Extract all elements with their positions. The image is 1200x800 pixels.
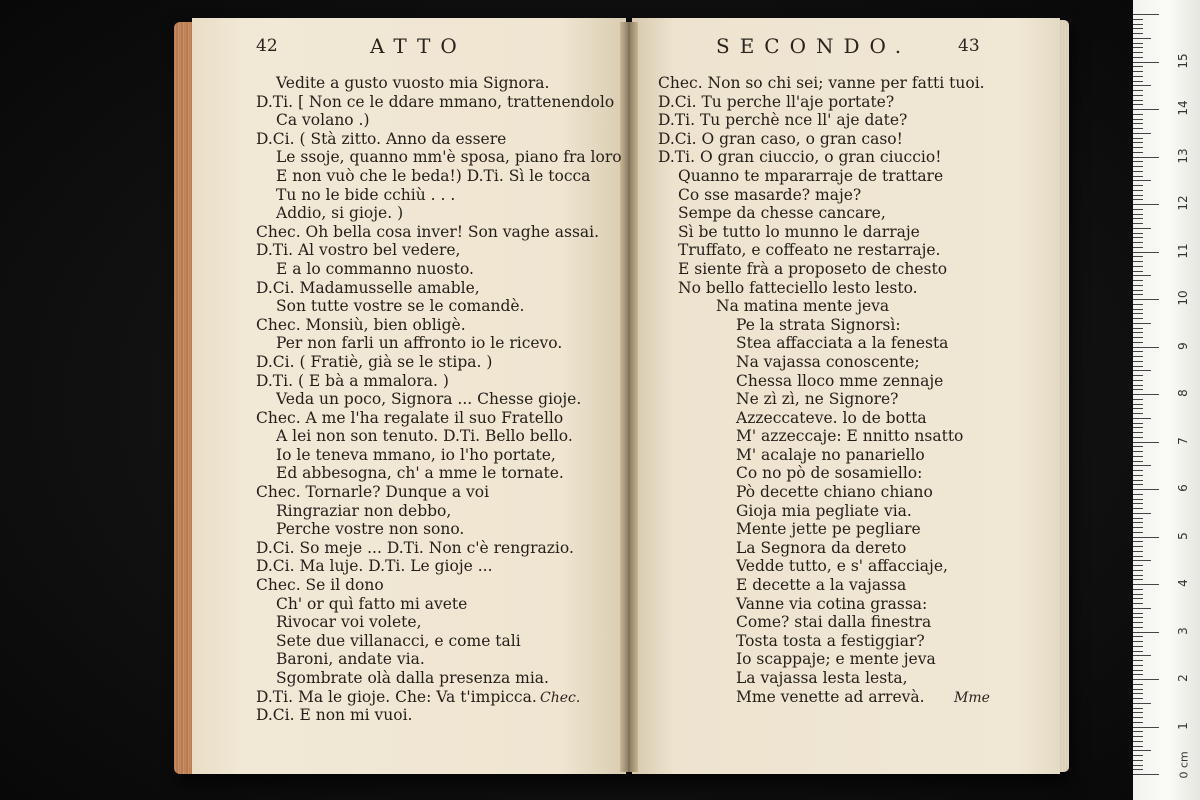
ruler-tick — [1133, 57, 1143, 58]
left-page-number: 42 — [256, 36, 278, 56]
text-line: Gioja mia pegliate via. — [736, 501, 912, 520]
ruler-tick — [1133, 370, 1151, 371]
ruler-tick — [1133, 655, 1151, 656]
ruler-tick — [1133, 494, 1143, 495]
ruler-tick — [1133, 242, 1143, 243]
text-line: Chessa lloco mme zennaje — [736, 371, 944, 390]
text-line: Ne zì zì, ne Signore? — [736, 390, 899, 409]
text-line: No bello fatteciello lesto lesto. — [678, 278, 918, 297]
ruler-tick — [1133, 603, 1143, 604]
text-line: Ed abbesogna, ch' a mme le tornate. — [276, 464, 564, 483]
text-line: M' acalaje no panariello — [736, 445, 925, 464]
ruler-tick — [1133, 746, 1143, 747]
text-line: Azzeccateve. lo de botta — [736, 408, 927, 427]
ruler-tick — [1133, 712, 1143, 713]
ruler-tick — [1133, 43, 1143, 44]
text-line: D.Ti. Al vostro bel vedere, — [256, 241, 461, 260]
ruler-tick — [1133, 204, 1159, 205]
ruler-tick — [1133, 461, 1143, 462]
ruler-number: 4 — [1176, 579, 1190, 587]
ruler-tick — [1133, 185, 1143, 186]
ruler-number: 5 — [1176, 531, 1190, 540]
ruler-tick — [1133, 442, 1159, 443]
ruler-number: 13 — [1176, 147, 1190, 164]
ruler-tick — [1133, 71, 1143, 72]
text-line: Chec. Se il dono — [256, 576, 384, 595]
text-line: D.Ci. So meje ... D.Ti. Non c'è rengrazio. — [256, 538, 574, 557]
text-line: D.Ti. O gran ciuccio, o gran ciuccio! — [658, 148, 942, 167]
ruler-tick — [1133, 375, 1143, 376]
ruler-tick — [1133, 138, 1143, 139]
ruler-tick — [1133, 513, 1151, 514]
ruler-number: 11 — [1176, 242, 1190, 259]
ruler-tick — [1133, 556, 1143, 557]
ruler-tick — [1133, 437, 1143, 438]
ruler-tick — [1133, 28, 1143, 29]
ruler-tick — [1133, 266, 1143, 267]
ruler-tick — [1133, 109, 1159, 110]
ruler-tick — [1133, 522, 1143, 523]
ruler-tick — [1133, 560, 1151, 561]
ruler-tick — [1133, 741, 1143, 742]
text-line: Baroni, andate via. — [276, 650, 425, 669]
ruler-tick — [1133, 90, 1143, 91]
ruler-tick — [1133, 152, 1143, 153]
ruler-number: 7 — [1176, 436, 1190, 445]
text-line: Pe la strata Signorsì: — [736, 315, 901, 334]
ruler-tick — [1133, 641, 1143, 642]
ruler-tick — [1133, 237, 1143, 238]
ruler-tick — [1133, 24, 1143, 25]
ruler-tick — [1133, 261, 1143, 262]
text-line: D.Ci. Tu perche ll'aje portate? — [658, 92, 895, 111]
ruler-tick — [1133, 361, 1143, 362]
ruler-tick — [1133, 760, 1143, 761]
text-line: Addio, si gioje. ) — [276, 204, 404, 223]
ruler-number: 10 — [1176, 290, 1190, 306]
ruler-tick — [1133, 532, 1143, 533]
ruler-tick — [1133, 769, 1143, 770]
text-line: Come? stai dalla finestra — [736, 613, 932, 632]
ruler-tick — [1133, 627, 1143, 628]
ruler-tick — [1133, 703, 1151, 704]
ruler-tick — [1133, 247, 1143, 248]
ruler-tick — [1133, 328, 1143, 329]
text-line: Tosta tosta a festiggiar? — [736, 631, 925, 650]
ruler-tick — [1133, 589, 1143, 590]
ruler-tick — [1133, 166, 1143, 167]
ruler-number: 3 — [1176, 626, 1190, 635]
text-line: Pò decette chiano chiano — [736, 483, 933, 502]
ruler-tick — [1133, 294, 1143, 295]
ruler-tick — [1133, 62, 1159, 63]
text-line: Son tutte vostre se le comandè. — [276, 297, 525, 316]
ruler-tick — [1133, 451, 1143, 452]
ruler-tick — [1133, 214, 1143, 215]
left-catchword: Chec. — [540, 690, 581, 706]
ruler-tick — [1133, 275, 1151, 276]
text-line: La Segnora da dereto — [736, 538, 907, 557]
text-line: Chec. Oh bella cosa inver! Son vaghe assai. — [256, 222, 600, 241]
ruler-tick — [1133, 693, 1143, 694]
text-line: D.Ti. Tu perchè nce ll' aje date? — [658, 111, 908, 130]
ruler-tick — [1133, 223, 1143, 224]
text-line: Quanno te mpararraje de trattare — [678, 166, 944, 185]
text-line: Ringraziar non debbo, — [276, 501, 452, 520]
ruler-tick — [1133, 337, 1143, 338]
text-line: Ca volano .) — [276, 111, 370, 130]
ruler-tick — [1133, 190, 1143, 191]
ruler-tick — [1133, 408, 1143, 409]
text-line: Vedde tutto, e s' affacciaje, — [736, 557, 948, 576]
ruler-tick — [1133, 171, 1143, 172]
ruler-tick — [1133, 133, 1151, 134]
ruler-tick — [1133, 128, 1143, 129]
text-line: E decette a la vajassa — [736, 576, 907, 595]
ruler-tick — [1133, 290, 1143, 291]
text-line: Io le teneva mmano, io l'ho portate, — [276, 445, 556, 464]
ruler-tick — [1133, 708, 1143, 709]
ruler-tick — [1133, 413, 1143, 414]
ruler-tick — [1133, 489, 1159, 490]
text-line: E a lo commanno nuosto. — [276, 259, 474, 278]
text-line: Sete due villanacci, e come tali — [276, 631, 521, 650]
ruler-tick — [1133, 665, 1143, 666]
ruler-tick — [1133, 100, 1143, 101]
ruler-tick — [1133, 570, 1143, 571]
ruler-number: 6 — [1176, 484, 1190, 492]
text-line: Le ssoje, quanno mm'è sposa, piano fra loro — [276, 148, 622, 167]
ruler-tick — [1133, 679, 1159, 680]
ruler-tick — [1133, 456, 1143, 457]
text-line: D.Ti. Ma le gioje. Che: Va t'impicca. — [256, 687, 537, 706]
text-line: Chec. A me l'ha regalate il suo Fratello — [256, 408, 564, 427]
ruler-tick — [1133, 670, 1143, 671]
ruler-tick — [1133, 527, 1143, 528]
left-page-text — [256, 74, 622, 725]
ruler-number: 1 — [1176, 721, 1190, 730]
ruler-tick — [1133, 356, 1143, 357]
text-line: D.Ci. ( Fratiè, già se le stipa. ) — [256, 352, 493, 371]
left-running-head: ATTO — [370, 34, 467, 58]
ruler-tick — [1133, 475, 1143, 476]
ruler-tick — [1133, 684, 1143, 685]
ruler-tick — [1133, 313, 1143, 314]
text-line: Mme venette ad arrevà. — [736, 687, 925, 706]
ruler-tick — [1133, 546, 1143, 547]
ruler-number: 2 — [1176, 674, 1190, 682]
text-line: D.Ci. ( Stà zitto. Anno da essere — [256, 129, 507, 148]
ruler-tick — [1133, 399, 1143, 400]
ruler-tick — [1133, 418, 1151, 419]
text-line: Co no pò de sosamiello: — [736, 464, 923, 483]
text-line: Chec. Tornarle? Dunque a voi — [256, 483, 490, 502]
text-line: Vanne via cotina grassa: — [736, 594, 928, 613]
ruler-tick — [1133, 389, 1143, 390]
ruler-tick — [1133, 256, 1143, 257]
text-line: Io scappaje; e mente jeva — [736, 650, 936, 669]
ruler-tick — [1133, 765, 1143, 766]
text-line: Tu no le bide cchiù . . . — [276, 185, 456, 204]
ruler-tick — [1133, 565, 1143, 566]
ruler-number: 15 — [1176, 52, 1190, 69]
ruler-tick — [1133, 613, 1143, 614]
ruler-tick — [1133, 537, 1159, 538]
ruler-tick — [1133, 636, 1143, 637]
ruler-tick — [1133, 470, 1143, 471]
text-line: A lei non son tenuto. D.Ti. Bello bello. — [276, 427, 573, 446]
ruler-tick — [1133, 651, 1143, 652]
ruler-tick — [1133, 508, 1143, 509]
ruler-tick — [1133, 446, 1143, 447]
ruler-tick — [1133, 309, 1143, 310]
ruler-tick — [1133, 551, 1143, 552]
ruler-tick — [1133, 351, 1143, 352]
text-line: Truffato, e coffeato ne restarraje. — [678, 241, 941, 260]
ruler-tick — [1133, 304, 1143, 305]
ruler-tick — [1133, 323, 1151, 324]
ruler-tick — [1133, 342, 1143, 343]
ruler-tick — [1133, 347, 1159, 348]
ruler-tick — [1133, 366, 1143, 367]
ruler-tick — [1133, 598, 1143, 599]
ruler-tick — [1133, 575, 1143, 576]
text-line: D.Ci. Ma luje. D.Ti. Le gioje ... — [256, 557, 493, 576]
text-line: E non vuò che le beda!) D.Ti. Sì le tocca — [276, 166, 591, 185]
ruler-unit-label: 0 cm — [1177, 751, 1191, 779]
text-line: Na matina mente jeva — [716, 297, 890, 316]
text-line: M' azzeccaje: E nnitto nsatto — [736, 427, 964, 446]
ruler-tick — [1133, 774, 1159, 775]
ruler-tick — [1133, 717, 1143, 718]
ruler-tick — [1133, 736, 1143, 737]
ruler-tick — [1133, 271, 1143, 272]
text-line: Sì be tutto lo munno le darraje — [678, 222, 920, 241]
ruler-tick — [1133, 81, 1143, 82]
ruler-tick — [1133, 503, 1143, 504]
ruler-tick — [1133, 180, 1151, 181]
text-line: Sgombrate olà dalla presenza mia. — [276, 669, 549, 687]
ruler-tick — [1133, 280, 1143, 281]
ruler-tick — [1133, 484, 1143, 485]
text-line: Vedite a gusto vuosto mia Signora. — [276, 74, 550, 92]
ruler-tick — [1133, 119, 1143, 120]
ruler-tick — [1133, 318, 1143, 319]
ruler-tick — [1133, 427, 1143, 428]
text-line: Mente jette pe pegliare — [736, 520, 921, 539]
ruler-tick — [1133, 142, 1143, 143]
ruler-tick — [1133, 622, 1143, 623]
ruler-tick — [1133, 95, 1143, 96]
text-line: D.Ti. ( E bà a mmalora. ) — [256, 371, 449, 390]
ruler-tick — [1133, 541, 1143, 542]
ruler-tick — [1133, 147, 1143, 148]
text-line: Chec. Monsiù, bien obligè. — [256, 315, 466, 334]
ruler-tick — [1133, 660, 1143, 661]
ruler-tick — [1133, 104, 1143, 105]
text-line: Chec. Non so chi sei; vanne per fatti tuoi. — [658, 74, 985, 92]
right-page-text — [658, 74, 1038, 706]
ruler-tick — [1133, 332, 1143, 333]
ruler-tick — [1133, 161, 1143, 162]
right-page-number: 43 — [958, 36, 980, 56]
ruler-tick — [1133, 66, 1143, 67]
ruler-number: 14 — [1176, 100, 1190, 116]
ruler-tick — [1133, 85, 1151, 86]
ruler-tick — [1133, 285, 1143, 286]
ruler-tick — [1133, 755, 1143, 756]
ruler-tick — [1133, 750, 1151, 751]
ruler-tick — [1133, 157, 1159, 158]
ruler-tick — [1133, 594, 1143, 595]
ruler-tick — [1133, 218, 1143, 219]
ruler-tick — [1133, 228, 1151, 229]
ruler-tick — [1133, 47, 1143, 48]
ruler-tick — [1133, 52, 1143, 53]
ruler-number: 9 — [1176, 341, 1190, 350]
ruler-tick — [1133, 380, 1143, 381]
ruler-tick — [1133, 233, 1143, 234]
ruler-tick — [1133, 252, 1159, 253]
ruler-tick — [1133, 499, 1143, 500]
ruler-tick — [1133, 33, 1143, 34]
text-line: D.Ci. O gran caso, o gran caso! — [658, 129, 903, 148]
text-line: D.Ti. [ Non ce le ddare mmano, trattenendolo — [256, 92, 615, 111]
ruler-tick — [1133, 579, 1143, 580]
ruler-number: 8 — [1176, 389, 1190, 397]
ruler-tick — [1133, 689, 1143, 690]
text-line: Veda un poco, Signora ... Chesse gioje. — [276, 390, 582, 409]
text-line: D.Ci. Madamusselle amable, — [256, 278, 480, 297]
right-catchword: Mme — [954, 690, 990, 706]
ruler-tick — [1133, 632, 1159, 633]
ruler-tick — [1133, 299, 1159, 300]
text-line: La vajassa lesta lesta, — [736, 669, 908, 687]
text-line: Per non farli un affronto io le ricevo. — [276, 334, 563, 353]
ruler-tick — [1133, 727, 1159, 728]
ruler-tick — [1133, 176, 1143, 177]
ruler-tick — [1133, 617, 1143, 618]
ruler-tick — [1133, 404, 1143, 405]
ruler-tick — [1133, 731, 1143, 732]
book-gutter — [620, 22, 638, 772]
ruler-tick — [1133, 608, 1151, 609]
ruler-tick — [1133, 698, 1143, 699]
ruler-tick — [1133, 19, 1143, 20]
ruler-number: 12 — [1176, 195, 1190, 211]
ruler-tick — [1133, 14, 1159, 15]
text-line: Na vajassa conoscente; — [736, 352, 920, 371]
ruler-tick — [1133, 465, 1151, 466]
ruler-tick — [1133, 646, 1143, 647]
ruler-tick — [1133, 123, 1143, 124]
text-line: Sempe da chesse cancare, — [678, 204, 886, 223]
text-line: Ch' or quì fatto mi avete — [276, 594, 468, 613]
ruler-tick — [1133, 199, 1143, 200]
text-line: Stea affacciata a la fenesta — [736, 334, 949, 353]
text-line: E siente frà a proposeto de chesto — [678, 259, 948, 278]
ruler-tick — [1133, 480, 1143, 481]
ruler-tick — [1133, 76, 1143, 77]
ruler-tick — [1133, 722, 1143, 723]
text-line: D.Ci. E non mi vuoi. — [256, 706, 413, 725]
text-line: Rivocar voi volete, — [276, 613, 422, 632]
ruler-tick — [1133, 584, 1159, 585]
text-line: Perche vostre non sono. — [276, 520, 465, 539]
text-line: Co sse masarde? maje? — [678, 185, 862, 204]
right-running-head: SECONDO. — [716, 34, 912, 58]
ruler-tick — [1133, 394, 1159, 395]
ruler-tick — [1133, 38, 1151, 39]
ruler-tick — [1133, 674, 1143, 675]
ruler-tick — [1133, 518, 1143, 519]
ruler-tick — [1133, 385, 1143, 386]
ruler-tick — [1133, 114, 1143, 115]
ruler-tick — [1133, 195, 1143, 196]
ruler-tick — [1133, 432, 1143, 433]
ruler-tick — [1133, 423, 1143, 424]
ruler-tick — [1133, 209, 1143, 210]
